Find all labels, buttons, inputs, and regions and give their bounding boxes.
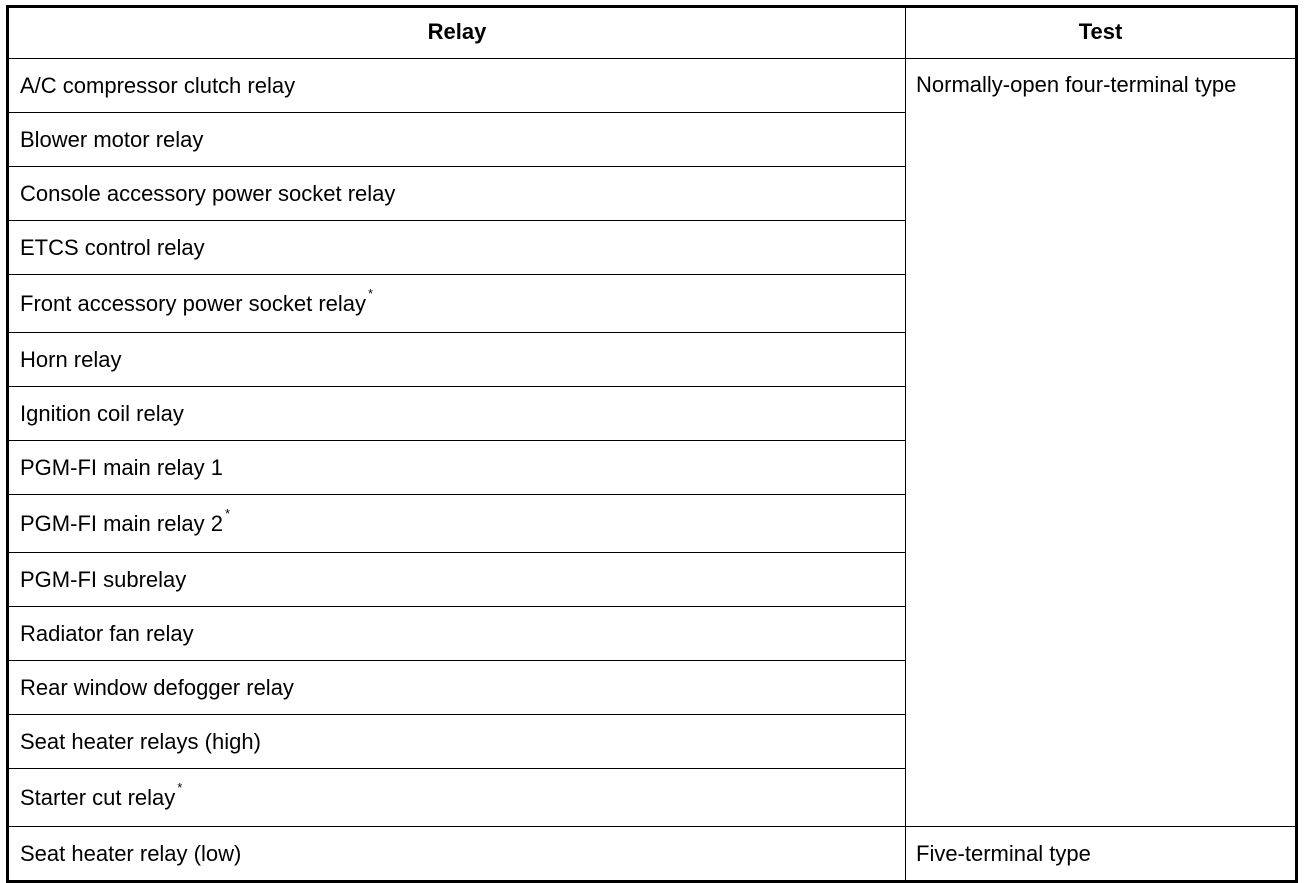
relay-cell bbox=[8, 59, 906, 113]
table-row bbox=[8, 59, 1297, 113]
relay-name: Rear window defogger relay bbox=[20, 674, 294, 700]
relay-cell bbox=[8, 387, 906, 441]
table-row bbox=[8, 827, 1297, 882]
relay-cell bbox=[8, 495, 906, 553]
footnote-mark: * bbox=[224, 506, 230, 522]
column-header-relay: Relay bbox=[8, 7, 906, 59]
relay-name: A/C compressor clutch relay bbox=[20, 72, 296, 98]
relay-name: Starter cut relay bbox=[20, 784, 176, 810]
relay-cell bbox=[8, 715, 906, 769]
relay-cell bbox=[8, 661, 906, 715]
test-type-label: Normally-open four-terminal type bbox=[916, 72, 1237, 97]
relay-name: PGM-FI main relay 2 bbox=[20, 510, 223, 536]
relay-name: ETCS control relay bbox=[20, 234, 205, 260]
relay-name: Console accessory power socket relay bbox=[20, 180, 396, 206]
relay-name: Ignition coil relay bbox=[20, 400, 184, 426]
relay-cell bbox=[8, 167, 906, 221]
relay-name: Radiator fan relay bbox=[20, 620, 194, 646]
relay-cell bbox=[8, 607, 906, 661]
column-header-test: Test bbox=[906, 7, 1297, 59]
relay-cell bbox=[8, 275, 906, 333]
test-type-label: Five-terminal type bbox=[916, 840, 1091, 866]
footnote-mark: * bbox=[177, 780, 183, 796]
relay-cell bbox=[8, 827, 906, 882]
relay-cell bbox=[8, 769, 906, 827]
relay-cell bbox=[8, 221, 906, 275]
test-cell-five-terminal bbox=[906, 827, 1297, 882]
relay-cell bbox=[8, 441, 906, 495]
footnote-mark: * bbox=[368, 286, 374, 302]
relay-test-table bbox=[6, 5, 1298, 883]
relay-name: PGM-FI main relay 1 bbox=[20, 454, 223, 480]
relay-name: Seat heater relay (low) bbox=[20, 840, 242, 866]
relay-name: Horn relay bbox=[20, 346, 122, 372]
relay-name: Blower motor relay bbox=[20, 126, 204, 152]
relay-name: Seat heater relays (high) bbox=[20, 728, 261, 754]
relay-cell bbox=[8, 113, 906, 167]
relay-name: Front accessory power socket relay bbox=[20, 290, 367, 316]
relay-cell bbox=[8, 333, 906, 387]
relay-name: PGM-FI subrelay bbox=[20, 566, 187, 592]
relay-cell bbox=[8, 553, 906, 607]
header-row bbox=[8, 7, 1297, 59]
test-cell-four-terminal bbox=[906, 59, 1297, 827]
